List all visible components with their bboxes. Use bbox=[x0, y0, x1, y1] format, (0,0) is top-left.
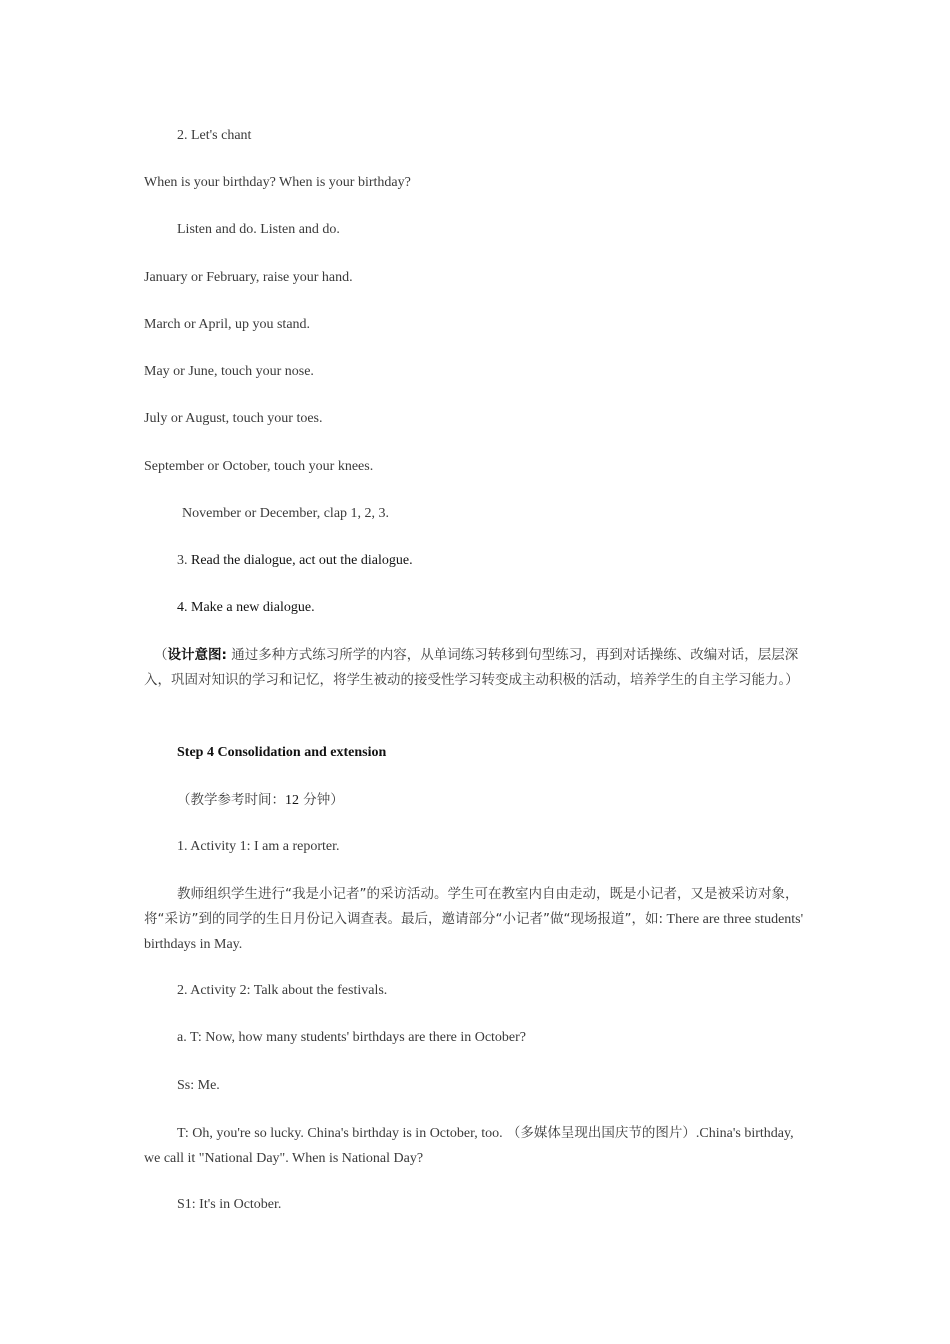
activity-2-heading: 2. Activity 2: Talk about the festivals. bbox=[177, 983, 388, 998]
chant-line-6: July or August, touch your toes. bbox=[144, 411, 323, 426]
step-item-3-text: Read the dialogue, act out the dialogue. bbox=[187, 553, 413, 568]
activity-1-description-zh: 教师组织学生进行“我是小记者”的采访活动。学生可在教室内自由走动，既是小记者，又是被采访对象，将“采访”到的同学的生日月份记入调查表。最后，邀请部分“小记者”做“现场报道”，如: bbox=[144, 886, 799, 927]
dialogue-line-t bbox=[144, 1121, 808, 1171]
chant-line-2: Listen and do. Listen and do. bbox=[177, 222, 340, 237]
dialogue-line-s1: S1: It's in October. bbox=[177, 1197, 282, 1212]
step-item-3-number: 3. bbox=[177, 553, 188, 568]
chant-line-1: When is your birthday? When is your birthday? bbox=[144, 175, 411, 190]
chant-line-4: March or April, up you stand. bbox=[144, 317, 311, 332]
design-note bbox=[144, 643, 808, 693]
step4-title-step: Step 4 bbox=[177, 745, 214, 760]
step4-time bbox=[177, 790, 344, 811]
chant-line-5: May or June, touch your nose. bbox=[144, 364, 314, 379]
design-note-text: 通过多种方式练习所学的内容，从单词练习转移到句型练习，再到对话操练、改编对话，层层深入，巩固对知识的学习和记忆，将学生被动的接受性学习转变成主动积极的活动，培养学生的自主学习能力。） bbox=[144, 647, 799, 688]
design-note-open: （ bbox=[154, 647, 168, 663]
chant-line-8: November or December, clap 1, 2, 3. bbox=[182, 506, 390, 521]
step4-time-value: 12 bbox=[285, 793, 299, 808]
dialogue-line-a: a. T: Now, how many students' birthdays are there in October? bbox=[177, 1030, 527, 1045]
step4-time-open: （教学参考时间： bbox=[177, 792, 285, 808]
design-note-label: 设计意图: bbox=[167, 647, 227, 663]
dialogue-line-t-part-2: .China's birthday, we call it "National Day". When is National Day? bbox=[144, 1126, 794, 1166]
step4-time-close: 分钟） bbox=[299, 792, 344, 808]
step-item-3 bbox=[177, 551, 413, 571]
step4-title-rest: Consolidation and extension bbox=[213, 745, 387, 760]
dialogue-line-t-part-1: T: Oh, you're so lucky. China's birthday is in October, too. bbox=[177, 1126, 503, 1141]
activity-1-heading: 1. Activity 1: I am a reporter. bbox=[177, 839, 340, 854]
step-item-4: 4. Make a new dialogue. bbox=[177, 600, 315, 615]
step4-title bbox=[177, 743, 386, 763]
chant-line-3: January or February, raise your hand. bbox=[144, 270, 353, 285]
activity-1-description-en: There are three students' birthdays in May. bbox=[144, 912, 804, 952]
chant-line-7: September or October, touch your knees. bbox=[144, 459, 374, 474]
activity-1-description bbox=[144, 882, 808, 957]
chant-heading: 2. Let's chant bbox=[177, 128, 252, 143]
dialogue-line-t-zh: （多媒体呈现出国庆节的图片） bbox=[502, 1125, 696, 1141]
dialogue-line-ss: Ss: Me. bbox=[177, 1078, 220, 1093]
